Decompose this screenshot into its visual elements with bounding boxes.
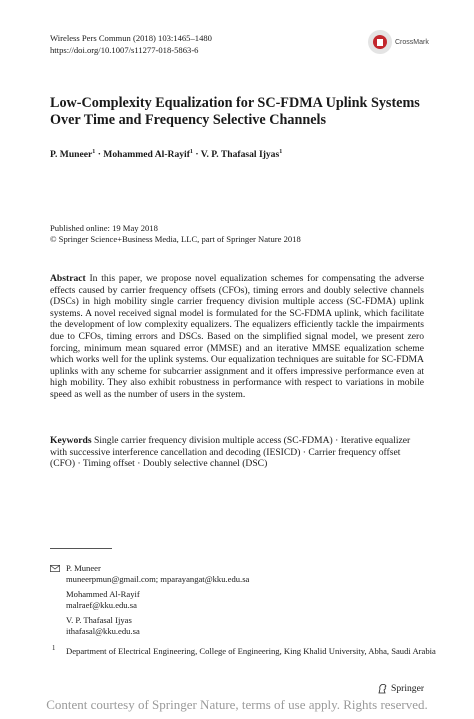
doi-link[interactable]: https://doi.org/10.1007/s11277-018-5863-6 bbox=[50, 45, 199, 55]
copyright-notice: © Springer Science+Business Media, LLC, part of Springer Nature 2018 bbox=[50, 234, 301, 244]
author-name: V. P. Thafasal Ijyas bbox=[200, 149, 280, 161]
contact-email[interactable]: muneerpmun@gmail.com; mparayangat@kku.edu.sa bbox=[66, 574, 250, 584]
paper-title: Low-Complexity Equalization for SC-FDMA Uplink Systems Over Time and Frequency Selective Channels bbox=[50, 95, 420, 128]
envelope-icon bbox=[50, 565, 60, 572]
keywords-text: Single carrier frequency division multiple access (SC-FDMA) · Iterative equalizer with successive interference cancellation and decoding (IESICD) · Carrier frequency offset (CFO) · Timing offset · Doubly selective channel (DSC) bbox=[50, 435, 411, 470]
springer-logo bbox=[377, 683, 424, 694]
keywords-section bbox=[50, 435, 424, 470]
contact-entry bbox=[66, 615, 140, 637]
author-affiliation-mark: 1 bbox=[92, 149, 96, 155]
abstract-text: In this paper, we propose novel equalization schemes for compensating the adverse effects caused by carrier frequency offsets (CFOs), timing errors and doubly selective channels (DSCs) in high mobility single carrier frequency division multiple access (SC-FDMA) uplink systems. A novel received signal model is formulated for the SC-FDMA uplink, which facilitate the development of low complexity equalizers. The equalizers efficiently tackle the impairments due to CFOs, timing errors and DSCs. Based on the simplified signal model, we present zero forcing, minimum mean squared error (MMSE) and an iterative MMSE equalization scheme which works well for the uplink systems. Our equalization techniques are suitable for SC-FDMA uplinks with any scheme for subcarrier assignment and it offers impressive performance even at high mobility. They also exhibit robustness in performance with respect to variations in mobile speed as well as the number of users in the system. bbox=[50, 273, 424, 400]
affiliation-text: Department of Electrical Engineering, College of Engineering, King Khalid University, Abha, Saudi Arabia bbox=[66, 646, 436, 656]
author-affiliation-mark: 1 bbox=[279, 149, 283, 155]
abstract-section bbox=[50, 273, 424, 401]
contact-email[interactable]: ithafasal@kku.edu.sa bbox=[66, 626, 140, 636]
springer-horse-icon bbox=[377, 683, 388, 694]
abstract-label: Abstract bbox=[50, 273, 86, 284]
courtesy-notice: Content courtesy of Springer Nature, terms of use apply. Rights reserved. bbox=[46, 697, 428, 712]
contact-name: P. Muneer bbox=[66, 563, 101, 573]
journal-citation: Wireless Pers Commun (2018) 103:1465–1480 bbox=[50, 33, 212, 43]
publication-info bbox=[50, 223, 301, 245]
author-separator: · bbox=[97, 149, 101, 161]
author-list bbox=[50, 149, 282, 160]
contact-name: V. P. Thafasal Ijyas bbox=[66, 615, 132, 625]
contact-name: Mohammed Al-Rayif bbox=[66, 589, 140, 599]
springer-logo-text: Springer bbox=[391, 683, 425, 694]
keywords-label: Keywords bbox=[50, 435, 92, 446]
author-separator: · bbox=[195, 149, 199, 161]
affiliation-number: 1 bbox=[52, 645, 56, 652]
contact-entry bbox=[66, 563, 249, 585]
footnote-divider bbox=[50, 548, 112, 549]
journal-header bbox=[50, 32, 212, 56]
published-date: Published online: 19 May 2018 bbox=[50, 223, 158, 233]
crossmark-icon bbox=[368, 30, 392, 54]
author-name: P. Muneer bbox=[50, 149, 93, 161]
contact-email[interactable]: malraef@kku.edu.sa bbox=[66, 600, 137, 610]
crossmark-label: CrossMark bbox=[395, 38, 429, 46]
contact-entry bbox=[66, 589, 140, 611]
crossmark-badge[interactable] bbox=[368, 30, 429, 54]
author-name: Mohammed Al-Rayif bbox=[103, 149, 190, 161]
author-affiliation-mark: 1 bbox=[189, 149, 193, 155]
